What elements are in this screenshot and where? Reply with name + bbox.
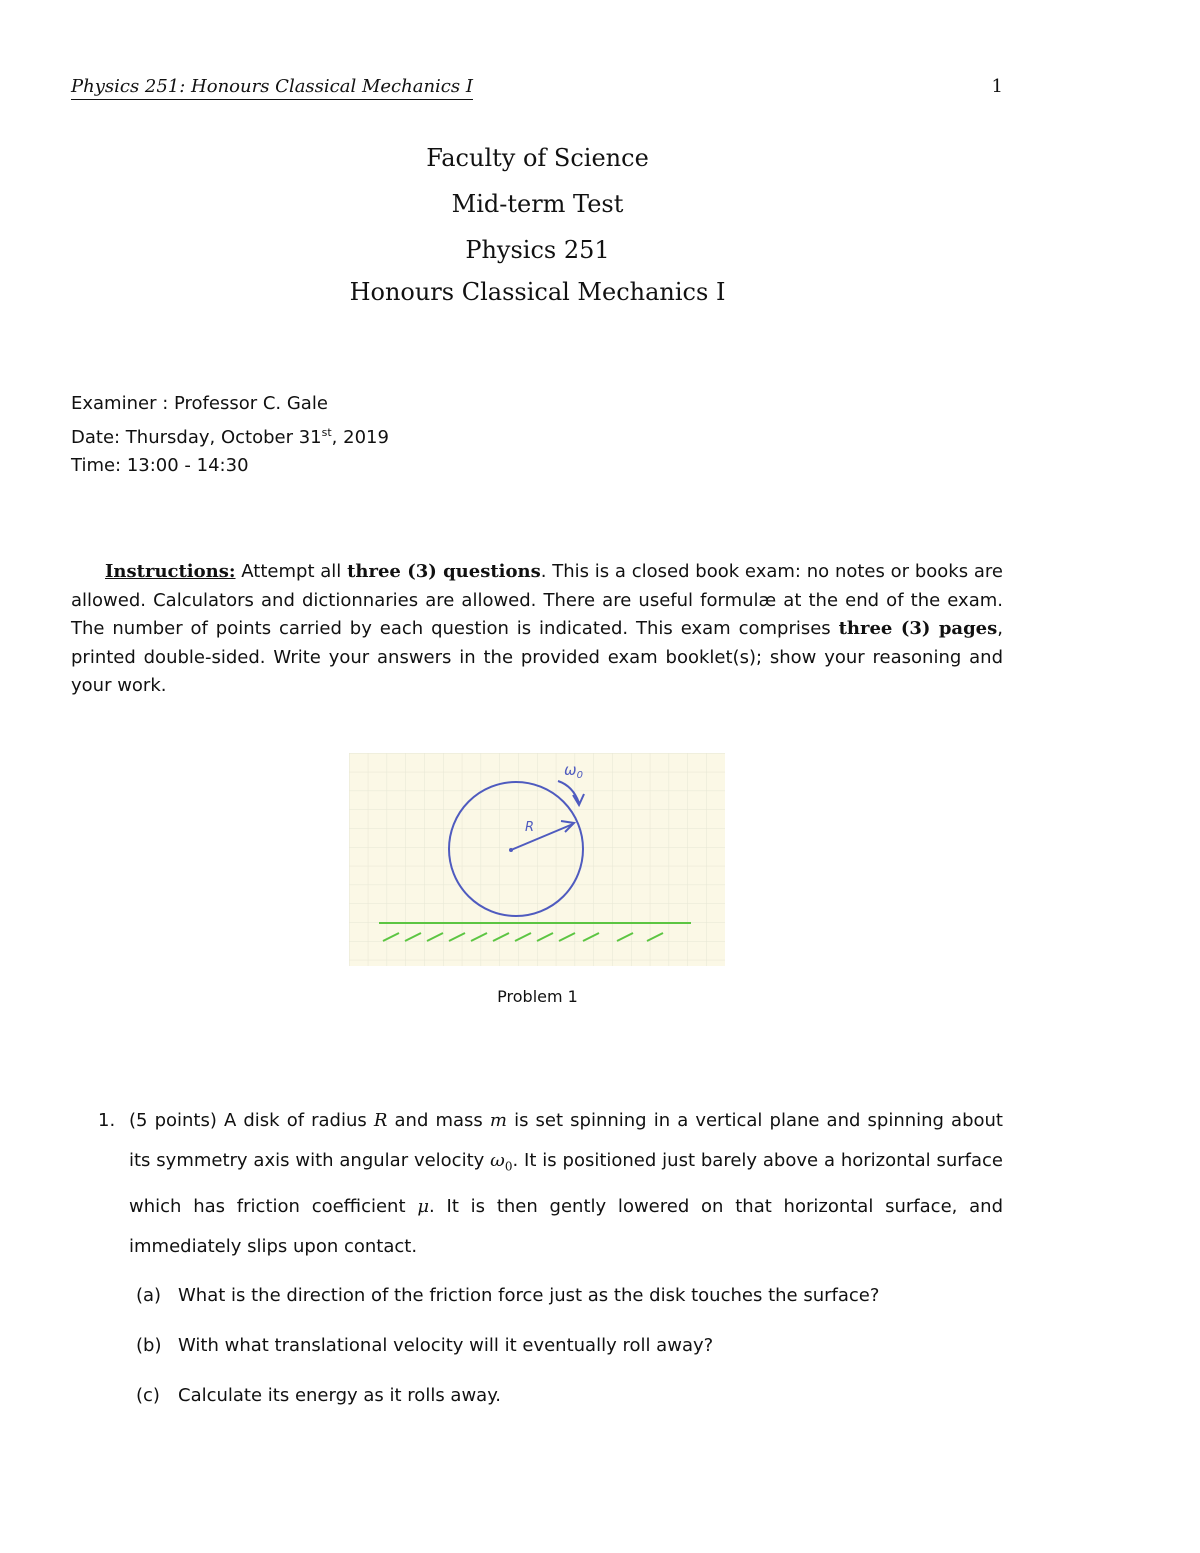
subquestion-c bbox=[136, 1385, 501, 1406]
subquestion-b bbox=[136, 1335, 713, 1356]
test-title: Mid-term Test bbox=[451, 190, 624, 218]
var-omega: $\omega_0$ bbox=[490, 1150, 513, 1174]
subquestion-text: With what translational velocity will it eventually roll away? bbox=[178, 1335, 714, 1356]
course-code: Physics 251 bbox=[465, 236, 610, 264]
date-text: Date: Thursday, October 31 bbox=[71, 426, 322, 448]
faculty-title: Faculty of Science bbox=[426, 144, 649, 172]
running-header bbox=[71, 76, 1003, 102]
instructions-paragraph bbox=[71, 558, 1003, 701]
question-text: (5 points) A disk of radius R and mass m is set spinning in a vertical plane and spinning about its symmetry axis with angular velocity $\omega_0$. It is positioned just barely above a horizontal surface which has friction coefficient μ. It is then gently lowered on that horizontal surface, and immediately slips upon contact. bbox=[129, 1110, 1004, 1257]
instructions-text-2: . This is a closed book exam: no notes or books are allowed. Calculators and dictionnaries are allowed. There are useful formulæ at the end of the exam. The number of points carried by each question is indicated. This exam comprises bbox=[71, 561, 1003, 639]
course-name: Honours Classical Mechanics I bbox=[349, 278, 726, 306]
subquestion-label: (a) bbox=[136, 1285, 162, 1306]
instructions-bold-2: three (3) pages bbox=[838, 618, 998, 639]
subquestion-label: (c) bbox=[136, 1385, 160, 1406]
examiner-line: Examiner : Professor C. Gale bbox=[71, 393, 328, 414]
subquestion-text: Calculate its energy as it rolls away. bbox=[178, 1385, 502, 1406]
var-radius: R bbox=[373, 1110, 388, 1131]
instructions-text-3: , printed double-sided. Write your answers in the provided exam booklet(s); show your reasoning and your work. bbox=[71, 618, 1003, 696]
instructions-bold-1: three (3) questions bbox=[347, 561, 541, 582]
instructions-heading: Instructions: bbox=[105, 561, 236, 582]
omega-label: $\omega_0$ bbox=[564, 761, 583, 781]
time-line: Time: 13:00 - 14:30 bbox=[71, 455, 249, 476]
disk-diagram bbox=[349, 753, 725, 966]
question-number: 1. bbox=[98, 1110, 116, 1131]
running-title: Physics 251: Honours Classical Mechanics I bbox=[71, 76, 473, 100]
page-number: 1 bbox=[991, 76, 1003, 97]
date-ordinal: st bbox=[321, 425, 332, 439]
subquestion-text: What is the direction of the friction force just as the disk touches the surface? bbox=[178, 1285, 880, 1306]
exam-info bbox=[71, 390, 389, 481]
subquestion-label: (b) bbox=[136, 1335, 162, 1356]
subquestion-a bbox=[136, 1285, 879, 1306]
date-year: , 2019 bbox=[331, 426, 389, 448]
figure-caption: Problem 1 bbox=[497, 987, 578, 1006]
problem-figure bbox=[349, 753, 725, 966]
radius-label: R bbox=[525, 820, 535, 835]
instructions-text-1: Attempt all bbox=[235, 561, 348, 582]
date-line bbox=[71, 419, 389, 453]
var-mass: m bbox=[489, 1110, 507, 1131]
var-mu: μ bbox=[417, 1195, 430, 1217]
